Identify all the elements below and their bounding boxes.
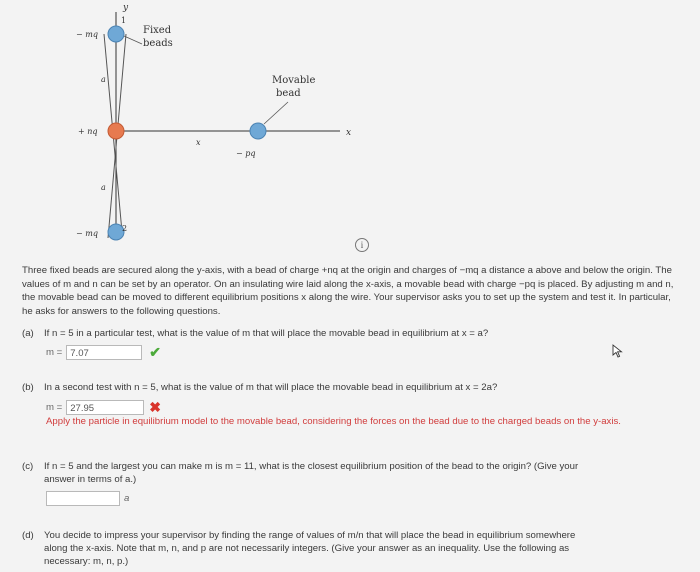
lower-distance-label: a xyxy=(101,183,106,192)
charge-diagram xyxy=(0,0,700,245)
part-c-label: (c) xyxy=(22,461,34,472)
top-fixed-bead xyxy=(108,26,124,42)
movable-bead-label-2: bead xyxy=(276,88,301,99)
part-d-question xyxy=(22,530,575,541)
info-icon[interactable]: i xyxy=(355,238,369,252)
part-b-text: In a second test with n = 5, what is the value of m that will place the movable bead in equilibrium at x = 2a? xyxy=(44,382,498,393)
part-a-answer-prefix: m = xyxy=(46,347,63,358)
part-c-question xyxy=(22,461,578,472)
mouse-cursor-icon xyxy=(612,344,624,358)
movable-bead xyxy=(250,123,266,139)
part-d-text-1: You decide to impress your supervisor by finding the range of values of m/n that will place the bead in equilibrium somewhere xyxy=(44,530,576,541)
origin-fixed-bead xyxy=(108,123,124,139)
fixed-beads-pointer xyxy=(124,36,142,44)
part-c-answer-input[interactable] xyxy=(46,491,120,506)
correct-check-icon: ✔ xyxy=(149,344,161,360)
part-c-text-1: If n = 5 and the largest you can make m is m = 11, what is the closest equilibrium position of the bead to the origin? (Give your xyxy=(44,461,579,472)
incorrect-x-icon: ✖ xyxy=(149,399,161,415)
x-distance-label: x xyxy=(196,138,201,147)
part-a-answer-row xyxy=(46,344,161,361)
part-d-question-cont xyxy=(44,543,569,554)
part-a-text: If n = 5 in a particular test, what is the value of m that will place the movable bead in equilibrium at x = a? xyxy=(44,328,489,339)
part-d-question-cont-2 xyxy=(44,556,128,567)
part-b-answer-input[interactable]: 27.95 xyxy=(66,400,144,415)
part-b-hint: Apply the particle in equilibrium model to the movable bead, considering the forces on the bead due to the charged beads on the y-axis. xyxy=(46,416,621,427)
bottom-bead-index: 2 xyxy=(122,224,128,233)
upper-distance-label: a xyxy=(101,75,106,84)
part-b-label: (b) xyxy=(22,382,34,393)
problem-statement: Three fixed beads are secured along the y-axis, with a bead of charge +nq at the origin and charges of −mq a distance a above and below the origin. The values of m and n can be set by an operator. On an insulating wire laid along the x-axis, a movable bead with charge −pq is placed. By adjusting m and n, the movable bead can be moved to different equilibrium positions x along the wire. Your supervisor asks you to set up the system and test it. In particular, he asks for answers to the following questions. xyxy=(22,265,674,317)
part-a-answer-input[interactable]: 7.07 xyxy=(66,345,142,360)
bottom-charge-label: − mq xyxy=(76,229,98,238)
fixed-beads-label-2: beads xyxy=(143,38,173,49)
part-b-answer-row xyxy=(46,399,161,416)
x-axis-label: x xyxy=(346,128,352,138)
part-b-question xyxy=(22,382,497,393)
part-d-text-2: along the x-axis. Note that m, n, and p are not necessarily integers. (Give your answer as an inequality. Use the following as xyxy=(44,543,570,554)
part-a-label: (a) xyxy=(22,328,34,339)
part-b-answer-prefix: m = xyxy=(46,402,63,413)
part-c-question-cont xyxy=(44,474,136,485)
origin-charge-label: + nq xyxy=(78,127,98,136)
y-axis-label: y xyxy=(123,3,129,13)
movable-bead-label-1: Movable xyxy=(272,75,316,86)
movable-bead-pointer xyxy=(264,102,288,124)
part-c-answer-row xyxy=(46,491,129,506)
fixed-beads-label-1: Fixed xyxy=(143,25,172,36)
part-c-text-2: answer in terms of a.) xyxy=(44,474,137,485)
top-bead-index: 1 xyxy=(121,16,127,25)
part-a-question xyxy=(22,328,488,339)
part-d-label: (d) xyxy=(22,530,34,541)
part-d-text-3: necessary: m, n, p.) xyxy=(44,556,129,567)
movable-charge-label: − pq xyxy=(236,149,256,158)
part-c-answer-suffix: a xyxy=(124,493,130,504)
top-charge-label: − mq xyxy=(76,30,98,39)
